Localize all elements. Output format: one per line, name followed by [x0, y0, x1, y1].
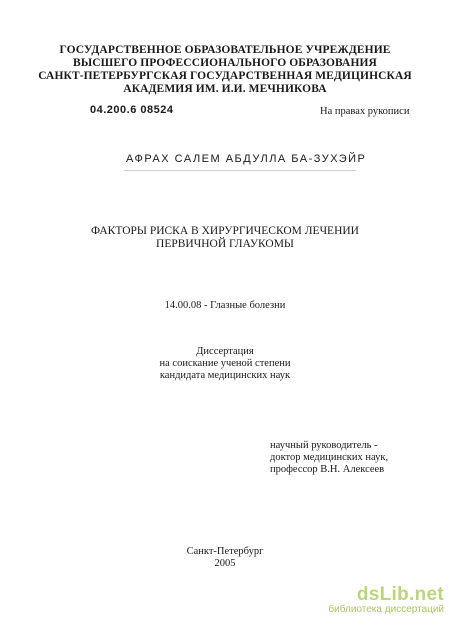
- watermark-tagline: библиотека диссертаций: [328, 604, 444, 615]
- scientific-advisor: [270, 440, 388, 476]
- purpose-line: Диссертация: [196, 346, 254, 357]
- institution-line: ВЫСШЕГО ПРОФЕССИОНАЛЬНОГО ОБРАЗОВАНИЯ: [73, 57, 377, 69]
- rights-note: На правах рукописи: [320, 106, 410, 117]
- divider: [124, 170, 356, 171]
- institution-line: САНКТ-ПЕТЕРБУРГСКАЯ ГОСУДАРСТВЕННАЯ МЕДИЦИНСКАЯ: [38, 70, 412, 82]
- purpose-line: кандидата медицинских наук: [159, 370, 291, 381]
- specialty-code: 14.00.08 - Глазные болезни: [164, 300, 286, 311]
- dissertation-title: [0, 225, 450, 251]
- degree-purpose: [0, 346, 450, 382]
- watermark-logo: dsLib.net: [356, 584, 444, 605]
- year: 2005: [214, 558, 236, 569]
- institution-header: [0, 44, 450, 96]
- title-line: ПЕРВИЧНОЙ ГЛАУКОМЫ: [156, 238, 294, 250]
- place-and-year: [0, 546, 450, 570]
- library-stamp-number: 04.200.6 08524: [90, 104, 174, 116]
- advisor-line: доктор медицинских наук,: [270, 452, 389, 463]
- watermark: [328, 584, 444, 615]
- institution-line: АКАДЕМИЯ ИМ. И.И. МЕЧНИКОВА: [123, 83, 327, 95]
- advisor-line: профессор В.Н. Алексеев: [270, 464, 385, 475]
- institution-line: ГОСУДАРСТВЕННОЕ ОБРАЗОВАТЕЛЬНОЕ УЧРЕЖДЕНИЕ: [59, 44, 391, 56]
- author-name: АФРАХ САЛЕМ АБДУЛЛА БА-ЗУХЭЙР: [126, 153, 367, 165]
- title-line: ФАКТОРЫ РИСКА В ХИРУРГИЧЕСКОМ ЛЕЧЕНИИ: [91, 225, 359, 237]
- advisor-line: научный руководитель -: [270, 440, 378, 451]
- purpose-line: на соискание ученой степени: [159, 358, 291, 369]
- city: Санкт-Петербург: [186, 546, 264, 557]
